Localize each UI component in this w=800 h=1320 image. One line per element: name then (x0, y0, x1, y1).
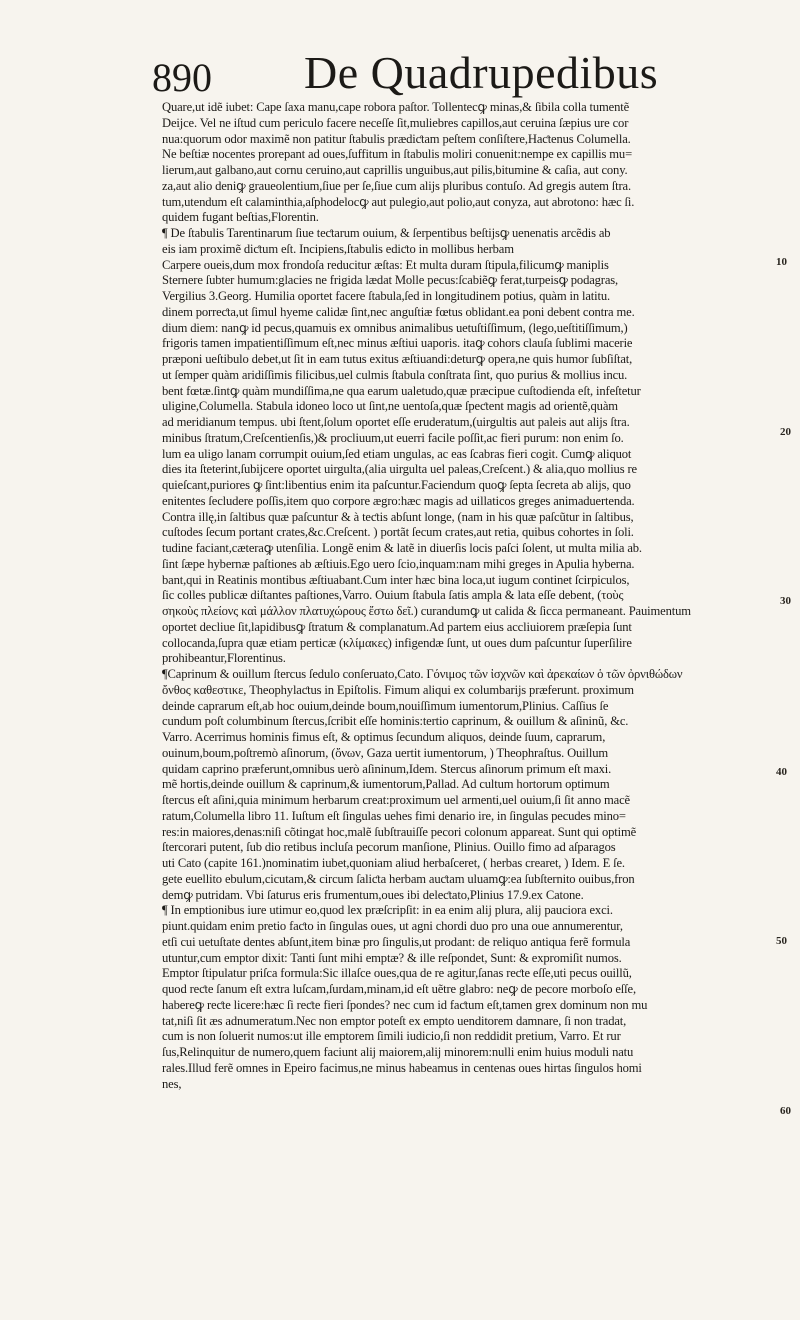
text-line: ſic colles publicæ diſtantes paſtiones,Varro. Ouium ſtabula ſatis ampla & lata eſſe debent, (τοὺς (162, 588, 624, 603)
text-line: cundum poſt columbinum ſtercus,ſcribit eſſe hominis:tertio caprinum, & ouillum & aſininũ, &c. (162, 714, 629, 729)
text-line: ut ſemper quàm aridiſſimis filicibus,uel culmis ſtabula conſtrata ſint, quo purius & mollius incu. (162, 367, 628, 382)
text-line: minibus ſtratum,Creſcentienſis,)& procliuum,ut euerri facile poſſit,ac fieri purum: non enim ſo. (162, 430, 624, 445)
text-line: oportet decliue ſit,lapidibusꝙ ſtratum & complanatum.Ad partem eius accliuiorem præſepia ſunt (162, 619, 632, 634)
text-line: quieſcant,puriores ꝙ ſint:libentius enim ita paſcuntur.Faciendum quoꝙ ſepta ſecreta ab alijs, quo (162, 478, 631, 492)
text-line: Carpere oueis,dum mox frondoſa reducitur æſtas: Et multa duram ſtipula,filicumꝙ maniplis (162, 257, 609, 272)
text-line: demꝙ putridam. Vbi ſaturus eris frumentum,oues ibi deleƈtato,Plinius 17.9.ex Catone. (162, 887, 584, 902)
text-line: rales.Illud ferẽ omnes in Epeiro facimus,ne minus habeamus in centenas oues hirtas ſingulos homi (162, 1060, 642, 1075)
text-line: eis iam proximẽ diƈtum eſt. Incipiens,ſtabulis ediƈto in mollibus herbam (162, 241, 514, 256)
text-line: tudine faciant,cæteraꝙ utenſilia. Longẽ enim & latẽ in diuerſis locis paſci ſolent, ut multa milia ab. (162, 541, 642, 555)
text-line: za,aut alio deniꝙ graueolentium,ſiue per ſe,ſiue cum alijs pluribus contuſo. Ad gregis autem ſtra. (162, 178, 631, 193)
text-line: σηκοὺς πλείονς καὶ μάλλον πλατυχώρους ἔστω δεῖ.) curandumꝙ ut calida & ſicca permaneant. Pauimentum (162, 604, 691, 618)
text-line: Vergilius 3.Georg. Humilia oportet facere ſtabula,ſed in longitudinem potius, quàm in latitu. (162, 289, 610, 303)
text-line: cuſtodes ſecum portant crates,&c.Creſcent. ) portãt ſecum crates,aut retia, quibus cohortes in ſoli. (162, 525, 634, 540)
text-line: prohibeantur,Florentinus. (162, 651, 286, 666)
text-line: Contra illę,in ſaltibus quæ paſcuntur & à teƈtis abſunt longe, (nam in his quæ paſcũtur in ſaltibus, (162, 509, 634, 524)
text-line: ſus,Relinquitur de numero,quem faciunt alij maiorem,alij minorem:nulli enim huius moduli natu (162, 1045, 634, 1059)
text-line: habereꝙ reƈte licere:hæc ſi reƈte fieri ſpondes? nec cum id faƈtum eſt,tamen grex dominum non mu (162, 997, 648, 1012)
text-line: frigoris tamen impatientiſſimum eſt,nec minus æſtiui uaporis. itaꝙ cohors clauſa ſublimi macerie (162, 336, 633, 351)
text-line: nes, (162, 1076, 182, 1091)
margin-line-number: 30 (780, 595, 791, 607)
text-line: quidam caprino præferunt,omnibus uerò aſininum,Idem. Stercus aſinorum primum eſt maxi. (162, 761, 612, 776)
text-line: lum ea uligo lanam corrumpit ouium,ſed etiam ungulas, ac eas ſcabras fieri cogit. Cumꝙ aliquot (162, 446, 632, 461)
text-line: Quare,ut idẽ iubet: Cape ſaxa manu,cape robora paſtor. Tollentecꝙ minas,& ſibila colla tumentẽ (162, 100, 630, 114)
text-line: tat,niſi ſit æs adnumeratum.Nec non emptor poteſt ex empto uenditorem damnare, ſi non tradat, (162, 1013, 627, 1028)
text-line: dies ita ſteterint,ſubijcere oportet uirgulta,(alia uirgulta uel paleas,Creſcent.) & alia,quo mollius re (162, 462, 637, 477)
text-line: uligine,Columella. Stabula idoneo loco ut ſint,ne uentoſa,quæ ſpeƈtent magis ad orientẽ,quàm (162, 399, 618, 414)
text-line: ſtercus eſt aſini,quia minimum herbarum creat:proximum uel armenti,uel ouium,ſi ſit anno macẽ (162, 793, 630, 807)
page-number: 890 (152, 55, 212, 100)
text-line: ſtercorari putent, ſub dio retibus incluſa pecorum manſione, Plinius. Ouillo fimo ad aſparagos (162, 840, 616, 855)
text-line: gete euellito ebulum,cicutam,& circum ſaliƈta herbam auƈtam uluamꝙ:ea ſubſternito ouibus,fron (162, 871, 635, 886)
text-line: dinem porreƈta,ut ſimul hyeme calidæ ſint,nec anguſtiæ fœtus oblidant.ea poni debent contra me. (162, 304, 635, 319)
text-line: bent fœtæ.ſintꝙ quàm mundiſſima,ne qua earum ualetudo,quæ præcipue cuſtodienda eſt, infeſtetur (162, 383, 641, 398)
text-line: ¶Caprinum & ouillum ſtercus ſedulo conſeruato,Cato. Γόνιμος τῶν ἰσχνῶν καὶ ἀρεκαίων ὁ τῶν ὀρνιθώδων (162, 667, 683, 681)
text-line: Deijce. Vel ne iſtud cum periculo facere neceſſe ſit,muliebres capillos,aut ceruina ſæpius ure cor (162, 115, 629, 130)
text-line: ¶ In emptionibus iure utimur eo,quod lex præſcripſit: in ea enim alij plura, alij pauciora exci. (162, 903, 613, 918)
text-line: præponi ueſtibulo debet,ut ſit in eam tutus exitus æſtiuandi:deturꝙ opera,ne quis humor ſubſiſtat, (162, 352, 633, 366)
page-header (152, 46, 659, 104)
margin-line-number: 60 (780, 1105, 791, 1117)
text-line: bant,qui in Reatinis montibus æſtiuabant.Cum inter hæc bina loca,ut iugum continet ſcirpiculos, (162, 572, 630, 587)
text-line: utuntur,cum emptor dixit: Tanti ſunt mihi emptæ? & ille reſpondet, Sunt: & expromiſit numos. (162, 950, 622, 965)
text-line: quod reƈte ſanum eſt extra luſcam,ſurdam,minam,id eſt uẽtre glabro: neꝙ de pecore morboſo eſſe, (162, 982, 636, 996)
margin-line-number: 40 (776, 766, 787, 778)
text-line: cum is non ſoluerit numos:ut ille emptorem ſimili iudicio,ſi non reddidit pretium, Varro. Et rur (162, 1029, 621, 1044)
text-line: uti Cato (capite 161.)nominatim iubet,quoniam aliud herbaſceret, ( herbas crearet, ) Idem. E ſe. (162, 856, 625, 870)
text-line: piunt.quidam enim pretio faƈto in ſingulas oues, ut agni chordi duo pro una oue annumerentur, (162, 919, 623, 933)
text-line: tum,utendum eſt calaminthia,aſphodelocꝙ aut pulegio,aut polio,aut conyza, aut abrotono: hæc ſi. (162, 194, 635, 209)
text-line: ouinum,boum,poſtremò aſinorum, (ὄνων, Gaza uertit iumentorum, ) Theophraſtus. Ouillum (162, 745, 608, 760)
text-line: dium diem: nanꝙ id pecus,quamuis ex omnibus animalibus uetuſtiſſimum, (lego,ueſtitiſſimum,) (162, 320, 628, 335)
text-line: ad meridianum tempus. ubi ſtent,ſolum oportet eſſe eruderatum,(uirgultis aut paleis aut alijs ſtra. (162, 415, 630, 429)
text-line: Varro. Acerrimus hominis fimus eſt, & optimus ſecundum aliquos, deinde ſuum, caprarum, (162, 730, 606, 744)
text-line: Ne beſtiæ nocentes prorepant ad oues,ſuffitum in ſtabulis moliri conuenit:nempe ex capillis mu= (162, 147, 633, 162)
margin-line-number: 20 (780, 426, 791, 438)
text-line: mẽ hortis,deinde ouillum & caprinum,& iumentorum,Pallad. Ad cultum hortorum optimum (162, 777, 610, 792)
text-line: ὄνθος καθεστικε, Theophylaƈtus in Epiſtolis. Fimum aliqui ex columbarijs præferunt. proximum (162, 682, 634, 697)
margin-line-number: 10 (776, 256, 787, 268)
text-line: etſi cui uetuſtate dentes abſunt,item binæ pro ſingulis,ut prodant: de reliquo antiqua ferẽ formula (162, 934, 631, 949)
text-line: quidem fugant beſtias,Florentin. (162, 210, 319, 225)
text-line: lierum,aut galbano,aut cornu ceruino,aut caprillis unguibus,aut pilis,bitumine & caſia, aut cony. (162, 163, 628, 177)
text-line: collocanda,ſupra quæ etiam perticæ (κλίμακες) infigendæ ſunt, ut oues dum paſcuntur ſuperſilire (162, 635, 632, 650)
body-text (162, 100, 792, 1092)
text-line: enitentes ſecludere poſſis,item quo corpore ægro:hæc magis ad uillaticos greges animaduertenda. (162, 493, 635, 508)
text-line: Sternere ſubter humum:glacies ne frigida lædat Molle pecus:ſcabiẽꝙ ferat,turpeisꝙ podagras, (162, 273, 619, 288)
text-line: res:in maiores,denas:niſi cõtingat hoc,malẽ ſubſtrauiſſe pecori colonum appareat. Sunt qui optimẽ (162, 824, 637, 839)
text-line: ſint ſæpe hybernæ paſtiones ab æſtiuis.Ego uero ſcio,inquam:nam mihi greges in Apulia hyberna. (162, 556, 635, 571)
running-title: De Quadrupedibus (304, 47, 659, 98)
text-line: ¶ De ſtabulis Tarentinarum ſiue teƈtarum ouium, & ſerpentibus beſtijsꝙ uenenatis arcẽdis ab (162, 226, 611, 240)
text-line: nua:quorum odor maximẽ non patitur ſtabulis prædiƈtam peſtem conſiſtere,Haƈtenus Columella. (162, 131, 631, 146)
margin-line-number: 50 (776, 935, 787, 947)
text-line: ratum,Columella libro 11. Iuſtum eſt ſingulas uehes fimi denario ire, in ſingulas pecudes mino= (162, 808, 626, 823)
text-line: deinde caprarum eſt,ab hoc ouium,deinde boum,nouiſſimum iumentorum,Plinius. Caſſius ſe (162, 698, 609, 713)
text-line: Emptor ſtipulatur priſca formula:Sic illaſce oues,qua de re agitur,ſanas reƈte eſſe,uti pecus ouillũ, (162, 966, 632, 981)
